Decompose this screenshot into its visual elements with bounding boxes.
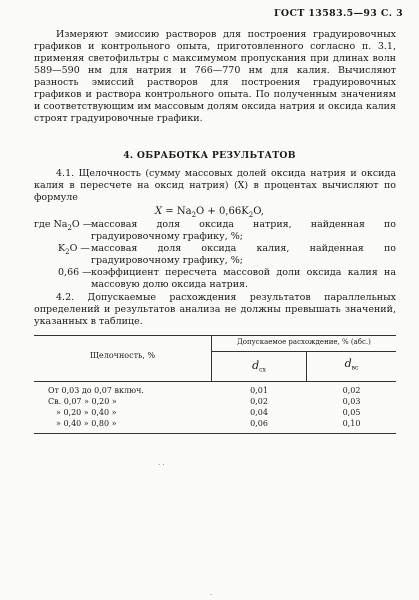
definition-text: коэффициент пересчета массовой доли оксида калия на массовую долю оксида натрия. [91,267,396,290]
definition-na2o [0,219,419,243]
intro-paragraph: Измеряют эмиссию растворов для построения градуировочных графиков и контрольного опыта, приготовленного согласно п. 3.1, применяя светофильтры с максимумом пропускания при длинах волн 589—590 нм для натрия и 766—770 нм для калия. Вычисляют разность эмиссий растворов для построения градуировочных графиков и раствора контрольного опыта. По полученным значениям и соответствующим им массовым долям оксида натрия и оксида калия строят градуировочные графики. [34,29,396,124]
paragraph-4-2: 4.2. Допускаемые расхождения результатов параллельных определений и результатов анализа не должны превышать значений, указанных в таблице. [34,292,396,327]
header-d-vs: $d_{вс}$ [344,357,359,372]
scan-speck: · [210,591,213,599]
header-tolerance: Допускаемое расхождение, % (абс.) [237,338,371,346]
header-d-sx: $d_{сх}$ [252,359,266,374]
definition-coefficient [0,267,419,291]
table-cell-dvs: 0,02 [342,386,361,395]
scan-speck: · · [158,461,165,469]
page-header: ГОСТ 13583.5—93 С. 3 [274,8,403,19]
table-group-rule [212,351,396,352]
definition-term: где $Na_2O$ — [34,219,93,232]
table-row-label: » 0,20 » 0,40 » [56,408,117,417]
table-cell-dvs: 0,10 [342,419,361,428]
definition-term: 0,66 — [58,267,92,278]
table-cell-dsx: 0,06 [250,419,268,428]
table-row-label: От 0,03 до 0,07 включ. [48,386,144,395]
table-top-rule [34,335,396,336]
table-cell-dvs: 0,05 [342,408,361,417]
table-cell-dsx: 0,02 [250,397,268,406]
formula: $X = Na_2O + 0,66K_2O$, [155,206,264,219]
table-row-label: Св. 0,07 » 0,20 » [48,397,117,406]
definition-text: массовая доля оксида калия, найденная по градуировочному графику, %; [91,243,396,266]
definition-k2o [0,243,419,267]
table-row-label: » 0,40 » 0,80 » [56,419,117,428]
table-bottom-rule [34,433,396,434]
definition-term: $K_2O$ — [58,243,90,256]
definition-text: массовая доля оксида натрия, найденная по градуировочному графику, %; [91,219,396,242]
table-cell-dvs: 0,03 [342,397,361,406]
table-cell-dsx: 0,01 [250,386,268,395]
table-cell-dsx: 0,04 [250,408,268,417]
paragraph-4-1: 4.1. Щелочность (сумму массовых долей оксида натрия и оксида калия в пересчете на оксид натрия) (X) в процентах вычисляют по формуле [34,168,396,203]
section-title: 4. ОБРАБОТКА РЕЗУЛЬТАТОВ [123,150,296,161]
table-header-rule [34,381,396,382]
header-alkalinity: Щелочность, % [89,351,156,360]
